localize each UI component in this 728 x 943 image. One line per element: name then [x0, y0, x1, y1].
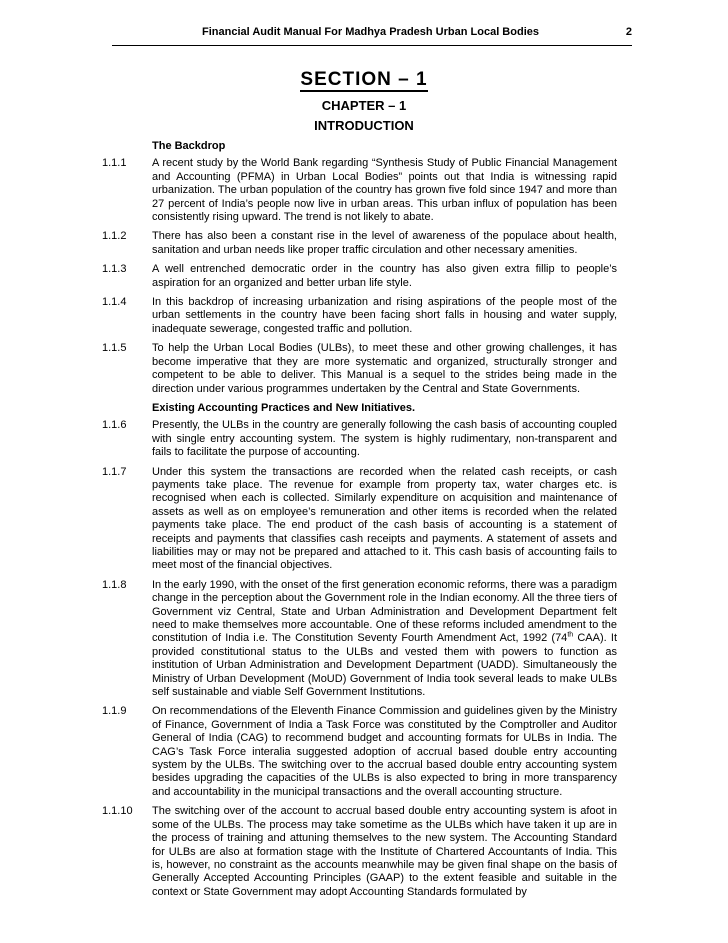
paragraph-text: The switching over of the account to accrual based double entry accounting system is afoot in some of the ULBs. The process may take sometime as the ULBs which have taken it up are in the process of training and attuning themselves to the new system. The Accounting Standard for ULBs are also at formation stage with the Institute of Chartered Accountants of India. This is, however, no constraint as the accounts meanwhile may be given final shape on the basis of Generally Accepted Accounting Principles (GAAP) to the extent feasible and suitable in the context or State Government may adopt Accounting Standards formulated by — [152, 805, 617, 898]
paragraph — [102, 230, 617, 257]
paragraph — [102, 466, 617, 573]
paragraph-number: 1.1.8 — [102, 578, 127, 591]
paragraph-text-part: In the early 1990, with the onset of the first generation economic reforms, there was a paradigm change in the perception about the Government role in the Indian economy. All the three tiers of Government viz Central, State and Urban Administration and Development Department felt need to make themselves more accountable. One of these reforms included amendment to the constitution of India i.e. The Constitution Seventy Fourth Amendment Act, 1992 (74 — [152, 578, 617, 645]
chapter-title: INTRODUCTION — [314, 118, 414, 133]
paragraph-number: 1.1.5 — [102, 342, 127, 355]
paragraph-number: 1.1.9 — [102, 705, 127, 718]
paragraph — [102, 157, 617, 224]
paragraph-number: 1.1.1 — [102, 157, 127, 170]
paragraph-text: There has also been a constant rise in the level of awareness of the populace about health, sanitation and urban needs like proper traffic circulation and other necessary amenities. — [152, 230, 617, 256]
header-divider — [112, 45, 632, 46]
paragraph-number: 1.1.2 — [102, 230, 127, 243]
paragraph — [102, 579, 617, 700]
paragraph-text: A well entrenched democratic order in the country has also given extra fillip to people’s aspiration for an organized and better urban life style. — [152, 263, 617, 289]
page-number: 2 — [625, 26, 632, 38]
paragraph — [102, 805, 617, 899]
paragraph — [102, 296, 617, 336]
paragraph-number: 1.1.10 — [102, 805, 133, 818]
paragraph-text — [152, 579, 617, 700]
paragraph-number: 1.1.3 — [102, 263, 127, 276]
section-title: SECTION – 1 — [300, 69, 428, 90]
paragraph-text: Presently, the ULBs in the country are generally following the cash basis of accounting coupled with single entry accounting system. The system is highly rudimentary, non-transparent and fails to facilitate the purpose of accounting. — [152, 419, 617, 459]
paragraph — [102, 419, 617, 459]
paragraph-number: 1.1.4 — [102, 296, 127, 309]
paragraph-text: To help the Urban Local Bodies (ULBs), to meet these and other growing challenges, it has become imperative that they are more systematic and organized, structurally stronger and competent to be able to deliver. This Manual is a sequel to the strides being made in the direction under various programmes undertaken by the Central and State Governments. — [152, 342, 617, 395]
paragraph-text-part: CAA). It provided constitutional status to the ULBs and vested them with powers to function as institution of Urban Administration and Development Department (UADD). Simultaneously the Ministry of Urban Development (MoUD) Government of India took several leads to make ULBs self sustainable and viable Self Government Institutions. — [152, 632, 617, 699]
heading-backdrop: The Backdrop — [152, 140, 226, 152]
page-header — [112, 26, 632, 44]
paragraph-text: A recent study by the World Bank regarding “Synthesis Study of Public Financial Management and Accounting (PFMA) in Urban Local Bodies” points out that India is witnessing rapid urbanization. The urban population of the country has grown five fold since 1947 and more than 27 percent of India’s people now live in urban areas. This urban influx of population has been consistently rising upward. The trend is not likely to abate. — [152, 157, 617, 224]
paragraph-number: 1.1.6 — [102, 419, 127, 432]
chapter-number: CHAPTER – 1 — [321, 98, 407, 113]
paragraph — [102, 263, 617, 290]
superscript: th — [567, 631, 574, 639]
paragraph-text: On recommendations of the Eleventh Finance Commission and guidelines given by the Ministry of Finance, Government of India a Task Force was constituted by the Comptroller and Auditor General of India (CAG) to recommend budget and accounting formats for ULBs in India. The CAG’s Task Force interalia suggested adoption of accrual based double entry accounting system by the ULBs. The switching over to the accrual based double entry accounting system besides upgrading the capacities of the ULBs is also expected to bring in more transparency and accountability in the municipal transactions and the overall accounting structure. — [152, 705, 617, 798]
paragraph-number: 1.1.7 — [102, 465, 127, 478]
paragraph — [102, 705, 617, 799]
paragraph-text: In this backdrop of increasing urbanization and rising aspirations of the people most of the urban settlements in the country have been facing short falls in housing and water supply, inadequate sewerage, congested traffic and pollution. — [152, 296, 617, 335]
document-body — [102, 140, 617, 905]
header-title: Financial Audit Manual For Madhya Pradesh Urban Local Bodies — [202, 26, 539, 38]
paragraph — [102, 342, 617, 396]
heading-existing-practices: Existing Accounting Practices and New Initiatives. — [152, 401, 416, 414]
paragraph-text: Under this system the transactions are recorded when the related cash receipts, or cash payments take place. The revenue for example from property tax, water charges etc. is recognised when each is collected. Similarly expenditure on acquisition and maintenance of assets as well as on employee’s remuneration and other items is recorded when the related payments take place. The end product of the cash basis of accounting is a statement of receipts and payments that classifies cash receipts and payments. A statement of assets and liabilities may or may not be prepared and attached to it. This cash basis of accounting fails to meet most of the financial objectives. — [152, 465, 617, 572]
